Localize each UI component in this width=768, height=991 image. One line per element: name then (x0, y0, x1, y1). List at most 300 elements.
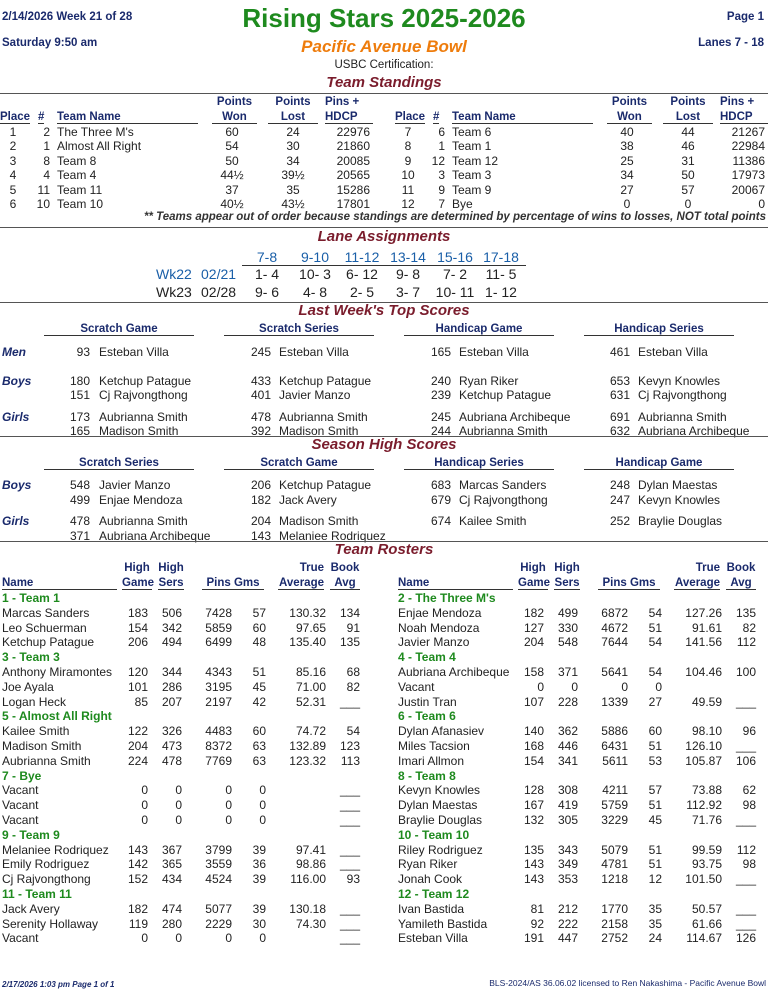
roster-pins: 3799 (205, 842, 232, 857)
roster-team-name: 9 - Team 9 (2, 827, 60, 842)
roster-high-game: 191 (523, 931, 544, 946)
col-header-high-series: Sers (158, 577, 184, 589)
roster-games: 51 (648, 620, 662, 635)
col-header-lost: Points (275, 96, 311, 108)
roster-pins: 3229 (601, 813, 628, 827)
roster-true-average: 71.00 (295, 679, 326, 694)
roster-pins: 5759 (601, 798, 628, 813)
roster-pins: 5886 (601, 724, 628, 739)
lane-matchup: 1- 4 (254, 266, 280, 282)
score-value: 180 (69, 374, 90, 388)
score-value: 433 (250, 374, 271, 388)
score-bowler: Kailee Smith (459, 514, 527, 528)
roster-games: 63 (252, 739, 266, 753)
standings-points-lost: 46 (681, 139, 695, 154)
roster-high-series: 349 (557, 857, 578, 872)
score-value: 245 (430, 410, 451, 424)
roster-book-average: 98 (742, 857, 756, 872)
roster-team-name: 1 - Team 1 (2, 591, 60, 605)
lane-matchup: 9- 8 (395, 266, 421, 282)
roster-bowler-name: Braylie Douglas (398, 813, 483, 827)
standings-points-won: 27 (620, 182, 634, 197)
roster-games: 51 (648, 798, 662, 813)
standings-points-lost: 39½ (281, 168, 305, 183)
standings-team-num: 4 (43, 168, 50, 183)
roster-high-series: 0 (175, 783, 182, 798)
score-bowler: Aubrianna Smith (99, 514, 188, 528)
roster-book-average: 54 (346, 724, 360, 739)
roster-games: 53 (648, 753, 662, 768)
roster-high-series: 341 (557, 753, 578, 768)
standings-pins-hdcp: 22984 (731, 139, 765, 154)
roster-high-game: 143 (523, 872, 544, 887)
score-bowler: Ketchup Patague (279, 374, 372, 388)
score-bowler: Esteban Villa (638, 345, 708, 359)
roster-book-average: ___ (339, 901, 360, 916)
roster-bowler-name: Esteban Villa (398, 931, 468, 946)
col-header-won: Won (607, 111, 652, 124)
standings-place: 6 (9, 197, 17, 211)
roster-book-average: 68 (346, 665, 360, 679)
standings-place: 12 (401, 197, 415, 211)
roster-team-name: 10 - Team 10 (398, 827, 470, 842)
roster-bowler-name: Madison Smith (2, 739, 82, 753)
roster-true-average: 74.30 (295, 916, 326, 931)
score-bowler: Aubriana Archibeque (99, 529, 211, 543)
roster-high-game: 128 (523, 783, 544, 798)
score-value: 239 (430, 388, 451, 402)
standings-place: 4 (9, 168, 17, 183)
score-bowler: Kevyn Knowles (638, 493, 721, 507)
score-value: 173 (69, 410, 90, 424)
score-value: 632 (609, 424, 630, 438)
score-value: 245 (250, 345, 271, 359)
col-header-high-game: High (520, 562, 546, 574)
roster-book-average: 93 (346, 872, 360, 887)
roster-pins: 3195 (205, 679, 232, 694)
roster-bowler-name: Leo Schuerman (2, 620, 87, 635)
score-value: 165 (430, 345, 451, 359)
roster-true-average: 127.26 (685, 605, 722, 620)
roster-bowler-name: Logan Heck (2, 694, 67, 709)
roster-book-average: 98 (742, 798, 756, 813)
score-value: 182 (250, 493, 271, 507)
roster-bowler-name: Melaniee Rodriquez (2, 842, 109, 857)
standings-points-lost: 57 (681, 182, 695, 197)
roster-high-game: 224 (127, 753, 148, 768)
standings-team-num: 2 (43, 125, 50, 139)
standings-points-lost: 31 (681, 153, 695, 168)
roster-high-series: 447 (557, 931, 578, 946)
standings-place: 5 (9, 182, 17, 197)
lane-matchup: 7- 2 (442, 266, 468, 282)
standings-points-won: 40 (620, 125, 634, 139)
roster-pins: 2197 (205, 694, 232, 709)
roster-games: 0 (259, 931, 266, 946)
roster-true-average: 74.72 (295, 724, 326, 739)
standings-team-name: Team 10 (57, 197, 104, 211)
roster-bowler-name: Serenity Hollaway (2, 916, 99, 931)
roster-games: 35 (648, 916, 662, 931)
roster-high-game: 132 (523, 813, 544, 827)
score-col-header: Scratch Game (44, 323, 194, 336)
standings-points-lost: 24 (286, 125, 300, 139)
roster-games: 12 (648, 872, 662, 887)
col-header-true-average: True (299, 562, 324, 574)
season-title: Season High Scores (311, 436, 457, 453)
col-header-high-series: High (158, 562, 184, 574)
roster-true-average: 130.18 (289, 901, 326, 916)
standings-points-lost: 30 (286, 139, 300, 154)
score-value: 674 (430, 514, 451, 528)
divider (0, 93, 768, 94)
roster-book-average: ___ (339, 798, 360, 813)
standings-team-name: Team 9 (452, 182, 492, 197)
roster-true-average: 98.10 (691, 724, 722, 739)
score-col-header: Scratch Series (224, 323, 374, 336)
roster-high-game: 154 (127, 620, 148, 635)
roster-pins: 7428 (205, 605, 232, 620)
standings-points-lost: 34 (286, 153, 300, 168)
roster-high-game: 85 (134, 694, 148, 709)
roster-pins: 7769 (205, 753, 232, 768)
score-value: 244 (430, 424, 451, 438)
roster-true-average: 123.32 (289, 753, 326, 768)
roster-book-average: ___ (339, 842, 360, 857)
roster-true-average: 73.88 (691, 783, 722, 798)
score-bowler: Jack Avery (279, 493, 337, 507)
roster-true-average: 99.59 (691, 842, 722, 857)
roster-high-game: 122 (127, 724, 148, 739)
roster-book-average: 123 (339, 739, 360, 753)
roster-high-series: 478 (161, 753, 182, 768)
score-value: 248 (609, 478, 630, 492)
lane-week: Wk22 (156, 266, 192, 282)
score-bowler: Aubrianna Smith (459, 424, 548, 438)
standings-team-num: 6 (438, 125, 445, 139)
roster-bowler-name: Enjae Mendoza (398, 605, 482, 620)
roster-pins: 6431 (601, 739, 628, 753)
roster-high-game: 168 (523, 739, 544, 753)
roster-bowler-name: Miles Tacsion (398, 739, 470, 753)
score-bowler: Aubrianna Smith (279, 410, 368, 424)
page-number: Page 1 (726, 11, 764, 23)
roster-high-game: 154 (523, 753, 544, 768)
score-value: 461 (609, 345, 630, 359)
standings-team-num: 10 (36, 197, 50, 211)
standings-team-name: Bye (452, 197, 473, 211)
roster-bowler-name: Emily Rodriguez (2, 857, 90, 872)
roster-games: 57 (252, 605, 266, 620)
date-week: 2/14/2026 Week 21 of 28 (2, 11, 133, 23)
col-header-place: Place (395, 111, 426, 123)
roster-book-average: 135 (339, 635, 360, 650)
lane-pair-header: 17-18 (476, 249, 526, 266)
roster-pins: 5611 (602, 753, 628, 768)
roster-team-name: 11 - Team 11 (2, 887, 72, 901)
roster-games: 35 (648, 901, 662, 916)
footer-right: BLS-2024/AS 36.06.02 licensed to Ren Nakashima - Pacific Avenue Bowl (489, 978, 766, 988)
rosters-title: Team Rosters (334, 541, 434, 558)
roster-true-average: 116.00 (290, 872, 326, 887)
standings-team-name: Team 6 (452, 125, 492, 139)
roster-pins: 0 (225, 783, 232, 798)
score-value: 143 (250, 529, 271, 543)
roster-games: 42 (252, 694, 266, 709)
roster-book-average: ___ (735, 916, 756, 931)
lane-matchup: 9- 6 (254, 284, 280, 300)
roster-high-game: 120 (127, 665, 148, 679)
roster-pins: 0 (225, 798, 232, 813)
standings-place: 9 (404, 153, 412, 168)
roster-bowler-name: Anthony Miramontes (2, 665, 113, 679)
standings-points-won: 25 (620, 153, 634, 168)
roster-high-series: 371 (557, 665, 578, 679)
roster-book-average: 112 (736, 842, 756, 857)
roster-true-average: 61.66 (691, 916, 722, 931)
score-category: Boys (2, 374, 32, 388)
standings-place: 1 (9, 125, 17, 139)
score-bowler: Madison Smith (99, 424, 179, 438)
standings-points-won: 50 (225, 153, 239, 168)
roster-high-game: 0 (537, 679, 544, 694)
score-category: Men (2, 345, 26, 359)
standings-place: 3 (9, 153, 17, 168)
score-value: 478 (69, 514, 90, 528)
roster-high-game: 81 (530, 901, 544, 916)
standings-pins-hdcp: 20067 (731, 182, 765, 197)
standings-points-lost: 43½ (281, 197, 305, 211)
standings-team-name: The Three M's (57, 125, 134, 139)
roster-book-average: ___ (339, 916, 360, 931)
score-col-header: Scratch Game (224, 457, 374, 470)
score-bowler: Madison Smith (279, 424, 359, 438)
roster-pins: 1339 (601, 694, 628, 709)
roster-high-game: 182 (127, 901, 148, 916)
page-title: Rising Stars 2025-2026 (242, 3, 526, 33)
standings-pins-hdcp: 0 (758, 197, 765, 211)
standings-points-lost: 50 (681, 168, 695, 183)
roster-high-game: 182 (523, 605, 544, 620)
lane-pair-header: 11-12 (337, 249, 387, 266)
roster-pins: 6499 (205, 635, 232, 650)
col-header-won: Won (212, 111, 257, 124)
standings-team-num: 1 (438, 139, 445, 154)
roster-bowler-name: Yamileth Bastida (398, 916, 488, 931)
standings-points-lost: 44 (681, 125, 695, 139)
roster-team-name: 4 - Team 4 (398, 650, 456, 665)
standings-points-won: 37 (225, 182, 239, 197)
standings-pins-hdcp: 21267 (731, 125, 765, 139)
score-value: 247 (609, 493, 630, 507)
roster-bowler-name: Jack Avery (2, 901, 60, 916)
roster-bowler-name: Marcas Sanders (2, 605, 90, 620)
roster-pins: 5859 (205, 620, 232, 635)
standings-points-won: 40½ (220, 197, 244, 211)
lane-matchup: 6- 12 (346, 266, 378, 282)
roster-games: 51 (648, 842, 662, 857)
col-header-num: # (38, 111, 45, 123)
col-header-hdcp: HDCP (325, 111, 373, 124)
score-value: 206 (250, 478, 271, 492)
roster-book-average: 62 (742, 783, 756, 798)
roster-high-game: 206 (127, 635, 148, 650)
col-header-high-game: Game (122, 577, 154, 589)
col-header-book-average: Avg (726, 577, 756, 590)
score-value: 371 (69, 529, 90, 543)
col-header-hdcp: Pins + (720, 96, 755, 108)
score-bowler: Marcas Sanders (459, 478, 547, 492)
roster-true-average: 130.32 (289, 605, 326, 620)
roster-games: 54 (648, 635, 662, 650)
col-header-book-average: Avg (330, 577, 360, 590)
lane-pair-header: 7-8 (242, 249, 292, 266)
roster-pins: 6872 (601, 605, 628, 620)
score-value: 653 (609, 374, 630, 388)
roster-bowler-name: Justin Tran (398, 694, 457, 709)
roster-bowler-name: Vacant (2, 813, 39, 827)
standings-pins-hdcp: 15286 (336, 182, 370, 197)
roster-bowler-name: Ryan Riker (398, 857, 458, 872)
col-header-num: # (433, 111, 440, 123)
score-bowler: Ketchup Patague (459, 388, 552, 402)
roster-bowler-name: Kailee Smith (2, 724, 70, 739)
score-bowler: Kevyn Knowles (638, 374, 721, 388)
roster-high-game: 127 (523, 620, 544, 635)
roster-pins: 1218 (601, 872, 628, 887)
standings-team-num: 7 (438, 197, 445, 211)
roster-book-average: 96 (742, 724, 756, 739)
standings-team-num: 12 (431, 153, 445, 168)
roster-bowler-name: Javier Manzo (398, 635, 470, 650)
score-bowler: Javier Manzo (279, 388, 351, 402)
roster-high-series: 494 (161, 635, 182, 650)
lane-week-date: 02/28 (201, 284, 237, 300)
roster-high-series: 473 (161, 739, 182, 753)
roster-true-average: 50.57 (691, 901, 722, 916)
standings-place: 10 (401, 168, 415, 183)
roster-book-average: 82 (742, 620, 756, 635)
roster-high-game: 158 (523, 665, 544, 679)
score-bowler: Cj Rajvongthong (638, 388, 727, 402)
standings-points-lost: 35 (286, 182, 300, 197)
score-value: 204 (250, 514, 271, 528)
col-header-name: Name (2, 577, 117, 590)
col-header-true-average: Average (675, 577, 720, 589)
score-bowler: Cj Rajvongthong (99, 388, 188, 402)
standings-team-name: Team 8 (57, 153, 97, 168)
roster-pins: 2158 (601, 916, 628, 931)
roster-book-average: ___ (339, 931, 360, 946)
standings-team-num: 11 (37, 182, 50, 197)
score-bowler: Ketchup Patague (99, 374, 192, 388)
score-value: 683 (430, 478, 451, 492)
roster-games: 57 (648, 783, 662, 798)
standings-team-num: 1 (43, 139, 50, 154)
roster-games: 39 (252, 842, 266, 857)
score-value: 252 (609, 514, 630, 528)
roster-pins: 2752 (601, 931, 628, 946)
roster-book-average: ___ (735, 872, 756, 887)
roster-true-average: 126.10 (685, 739, 722, 753)
roster-high-series: 342 (161, 620, 182, 635)
roster-high-game: 0 (141, 798, 148, 813)
score-col-header: Handicap Series (584, 323, 734, 336)
standings-note: ** Teams appear out of order because standings are determined by percentage of wins to losses, NOT total points (144, 211, 766, 223)
standings-team-num: 3 (438, 168, 445, 183)
roster-games: 51 (648, 739, 662, 753)
usbc-certification: USBC Certification: (334, 59, 434, 71)
lane-week: Wk23 (156, 284, 192, 300)
roster-bowler-name: Vacant (2, 783, 39, 798)
standings-team-name: Team 3 (452, 168, 492, 183)
roster-bowler-name: Kevyn Knowles (398, 783, 481, 798)
roster-true-average: 91.61 (691, 620, 722, 635)
roster-pins: 4483 (205, 724, 232, 739)
roster-pins: 4524 (205, 872, 232, 887)
roster-high-series: 280 (161, 916, 182, 931)
standings-place: 8 (404, 139, 412, 154)
roster-team-name: 5 - Almost All Right (2, 709, 112, 724)
roster-high-series: 228 (557, 694, 578, 709)
roster-high-game: 143 (127, 842, 148, 857)
roster-games: 54 (648, 665, 662, 679)
roster-high-series: 446 (557, 739, 578, 753)
roster-true-average: 52.31 (295, 694, 326, 709)
roster-high-series: 499 (557, 605, 578, 620)
roster-high-series: 344 (161, 665, 182, 679)
col-header-high-series: Sers (554, 577, 580, 589)
roster-book-average: ___ (735, 694, 756, 709)
roster-true-average: 114.67 (686, 931, 722, 946)
score-category: Boys (2, 478, 32, 492)
standings-title: Team Standings (326, 74, 442, 91)
score-bowler: Melaniee Rodriquez (279, 529, 386, 543)
score-bowler: Madison Smith (279, 514, 359, 528)
col-header-won: Points (611, 96, 648, 108)
score-bowler: Aubrianna Smith (638, 410, 727, 424)
score-value: 679 (430, 493, 451, 507)
roster-pins: 5079 (601, 842, 628, 857)
score-value: 499 (69, 493, 90, 507)
roster-bowler-name: Ketchup Patague (2, 635, 95, 650)
col-header-name: Name (398, 577, 513, 590)
score-bowler: Javier Manzo (99, 478, 171, 492)
roster-book-average: ___ (339, 857, 360, 872)
roster-games: 0 (259, 783, 266, 798)
roster-bowler-name: Cj Rajvongthong (2, 872, 91, 887)
roster-bowler-name: Imari Allmon (398, 753, 465, 768)
roster-high-series: 506 (161, 605, 182, 620)
standings-place: 7 (404, 125, 412, 139)
roster-games: 51 (648, 857, 662, 872)
roster-high-game: 167 (523, 798, 544, 813)
roster-high-game: 204 (127, 739, 148, 753)
score-value: 691 (609, 410, 630, 424)
score-bowler: Cj Rajvongthong (459, 493, 548, 507)
standings-points-won: 44½ (220, 168, 244, 183)
roster-pins: 5641 (601, 665, 628, 679)
score-category: Girls (2, 410, 30, 424)
standings-place: 11 (401, 182, 415, 197)
roster-bowler-name: Aubriana Archibeque (398, 665, 510, 679)
roster-pins: 0 (621, 679, 628, 694)
day-time: Saturday 9:50 am (2, 37, 98, 49)
roster-book-average: 113 (340, 753, 360, 768)
standings-pins-hdcp: 20565 (336, 168, 370, 183)
standings-team-name: Team 4 (57, 168, 97, 183)
roster-high-series: 330 (557, 620, 578, 635)
